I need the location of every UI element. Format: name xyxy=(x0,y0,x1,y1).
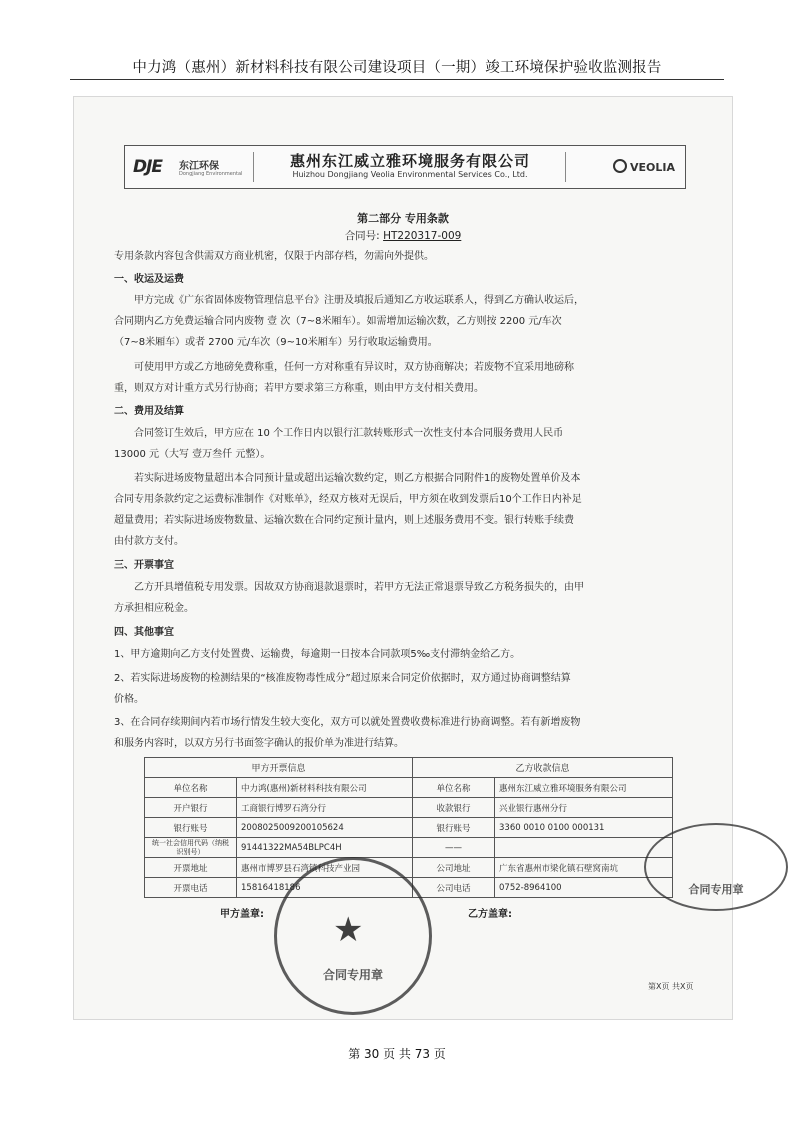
s4-item-2-line-1: 2、若实际进场废物的检测结果的“核准废物毒性成分”超过原来合同定价依据时，双方通过协商调整结算 xyxy=(114,673,571,684)
s2-line-5: 超量费用；若实际进场废物数量、运输次数在合同约定预计量内，则上述服务费用不变。银行转账手续费 xyxy=(114,515,574,526)
dongjiang-logo xyxy=(133,154,245,180)
veolia-logo-text: VEOLIA xyxy=(630,161,675,174)
a-value: 惠州市博罗县石湾镇科技产业园 xyxy=(237,858,413,878)
dongjiang-logo-cn: 东江环保 xyxy=(179,161,219,172)
section-1-title: 一、收运及运费 xyxy=(114,274,184,285)
b-value: 惠州东江威立雅环境服务有限公司 xyxy=(495,778,673,798)
section-4-title: 四、其他事宜 xyxy=(114,627,174,638)
dongjiang-logo-en: Dongjiang Environmental xyxy=(179,171,243,177)
header-divider xyxy=(70,79,724,80)
table-row xyxy=(145,818,673,838)
contract-number-label: 合同号: xyxy=(344,230,384,242)
table-row xyxy=(145,858,673,878)
party-b-header: 乙方收款信息 xyxy=(413,758,673,778)
s1-line-4: 可使用甲方或乙方地磅免费称重，任何一方对称重有异议时，双方协商解决；若废物不宜采用地磅称 xyxy=(134,362,574,373)
a-label: 统一社会信用代码（纳税识别号） xyxy=(145,838,237,858)
invoice-info-table xyxy=(144,757,673,898)
s2-line-4: 合同专用条款约定之运费标准制作《对账单》，经双方核对无误后，甲方须在收到发票后10个工作日内补足 xyxy=(114,494,582,505)
a-value: 工商银行博罗石湾分行 xyxy=(237,798,413,818)
letterhead-divider-left xyxy=(253,152,254,182)
s2-line-1: 合同签订生效后，甲方应在 10 个工作日内以银行汇款转账形式一次性支付本合同服务费用人民币 xyxy=(134,428,564,439)
s4-item-3-line-1: 3、在合同存续期间内若市场行情发生较大变化，双方可以就处置费收费标准进行协商调整。若有新增废物 xyxy=(114,717,581,728)
s2-line-3: 若实际进场废物量超出本合同预计量或超出运输次数约定，则乙方根据合同附件1的废物处置单价及本 xyxy=(134,473,581,484)
s4-item-1: 1、甲方逾期向乙方支付处置费、运输费，每逾期一日按本合同款项5‰支付滞纳金给乙方。 xyxy=(114,649,521,660)
letterhead-divider-right xyxy=(565,152,566,182)
s3-line-1: 乙方开具增值税专用发票。因故双方协商退款退票时，若甲方无法正常退票导致乙方税务损失的，由甲 xyxy=(134,582,584,593)
a-value: 91441322MA54BLPC4H xyxy=(237,838,413,858)
seal-star-icon: ★ xyxy=(333,910,364,950)
party-a-seal-bottom-text: 合同专用章 xyxy=(322,968,383,982)
a-label: 单位名称 xyxy=(145,778,237,798)
veolia-circle-icon xyxy=(613,159,627,173)
page-corner-note: 第X页 共X页 xyxy=(648,982,694,991)
part-title: 第二部分 专用条款 xyxy=(357,212,449,225)
veolia-logo xyxy=(613,159,675,174)
s4-item-2-line-2: 价格。 xyxy=(114,694,144,705)
a-value: 中力鸿(惠州)新材料科技有限公司 xyxy=(237,778,413,798)
s2-line-6: 由付款方支付。 xyxy=(114,536,184,547)
letterhead-company-en: Huizhou Dongjiang Veolia Environmental Services Co., Ltd. xyxy=(292,170,528,179)
b-label: 收款银行 xyxy=(413,798,495,818)
b-label: 单位名称 xyxy=(413,778,495,798)
contract-number xyxy=(74,228,732,243)
a-value: 15816418186 xyxy=(237,878,413,898)
party-b-seal-label: 乙方盖章: xyxy=(468,909,512,920)
a-label: 开户银行 xyxy=(145,798,237,818)
a-label: 开票地址 xyxy=(145,858,237,878)
party-a-header: 甲方开票信息 xyxy=(145,758,413,778)
s1-line-5: 重，则双方对计重方式另行协商；若甲方要求第三方称重，则由甲方支付相关费用。 xyxy=(114,383,484,394)
intro-text: 专用条款内容包含供需双方商业机密，仅限于内部存档，勿需向外提供。 xyxy=(114,251,434,262)
table-row xyxy=(145,778,673,798)
table-row xyxy=(145,798,673,818)
b-value: 3360 0010 0100 000131 xyxy=(495,818,673,838)
b-label: —— xyxy=(413,838,495,858)
b-label: 公司电话 xyxy=(413,878,495,898)
s1-line-2: 合同期内乙方免费运输合同内废物 壹 次（7~8米厢车）。如需增加运输次数，乙方则按 2200 元/车次 xyxy=(114,316,562,327)
b-value: 0752-8964100 xyxy=(495,878,673,898)
scanned-contract-page xyxy=(73,96,744,1020)
section-2-title: 二、费用及结算 xyxy=(114,406,184,417)
b-value: 广东省惠州市梁化镇石壁窝南坑 xyxy=(495,858,673,878)
table-row xyxy=(145,838,673,858)
s3-line-2: 方承担相应税金。 xyxy=(114,603,194,614)
s2-line-2: 13000 元（大写 壹万叁仟 元整）。 xyxy=(114,449,271,460)
a-label: 开票电话 xyxy=(145,878,237,898)
a-value: 2008025009200105624 xyxy=(237,818,413,838)
page-footer: 第 30 页 共 73 页 xyxy=(348,1047,446,1061)
b-value: 兴业银行惠州分行 xyxy=(495,798,673,818)
party-a-company-seal xyxy=(274,857,432,1015)
s4-item-3-line-2: 和服务内容时，以双方另行书面签字确认的报价单为准进行结算。 xyxy=(114,738,404,749)
party-b-company-seal xyxy=(644,823,788,911)
table-header-row xyxy=(145,758,673,778)
dje-logo-mark: DJE xyxy=(133,157,163,177)
section-3-title: 三、开票事宜 xyxy=(114,560,174,571)
s1-line-3: （7~8米厢车）或者 2700 元/车次（9~10米厢车）另行收取运输费用。 xyxy=(114,337,438,348)
party-b-seal-bottom-text: 合同专用章 xyxy=(688,883,744,896)
letterhead-company-cn: 惠州东江威立雅环境服务有限公司 xyxy=(289,152,530,170)
a-label: 银行账号 xyxy=(145,818,237,838)
contract-number-value: HT220317-009 xyxy=(383,230,462,242)
b-label: 公司地址 xyxy=(413,858,495,878)
report-header-title: 中力鸿（惠州）新材料科技有限公司建设项目（一期）竣工环境保护验收监测报告 xyxy=(132,60,662,76)
party-a-seal-label: 甲方盖章: xyxy=(220,909,264,920)
b-label: 银行账号 xyxy=(413,818,495,838)
company-letterhead xyxy=(124,145,686,189)
s1-line-1: 甲方完成《广东省固体废物管理信息平台》注册及填报后通知乙方收运联系人，得到乙方确认收运后， xyxy=(134,295,584,306)
